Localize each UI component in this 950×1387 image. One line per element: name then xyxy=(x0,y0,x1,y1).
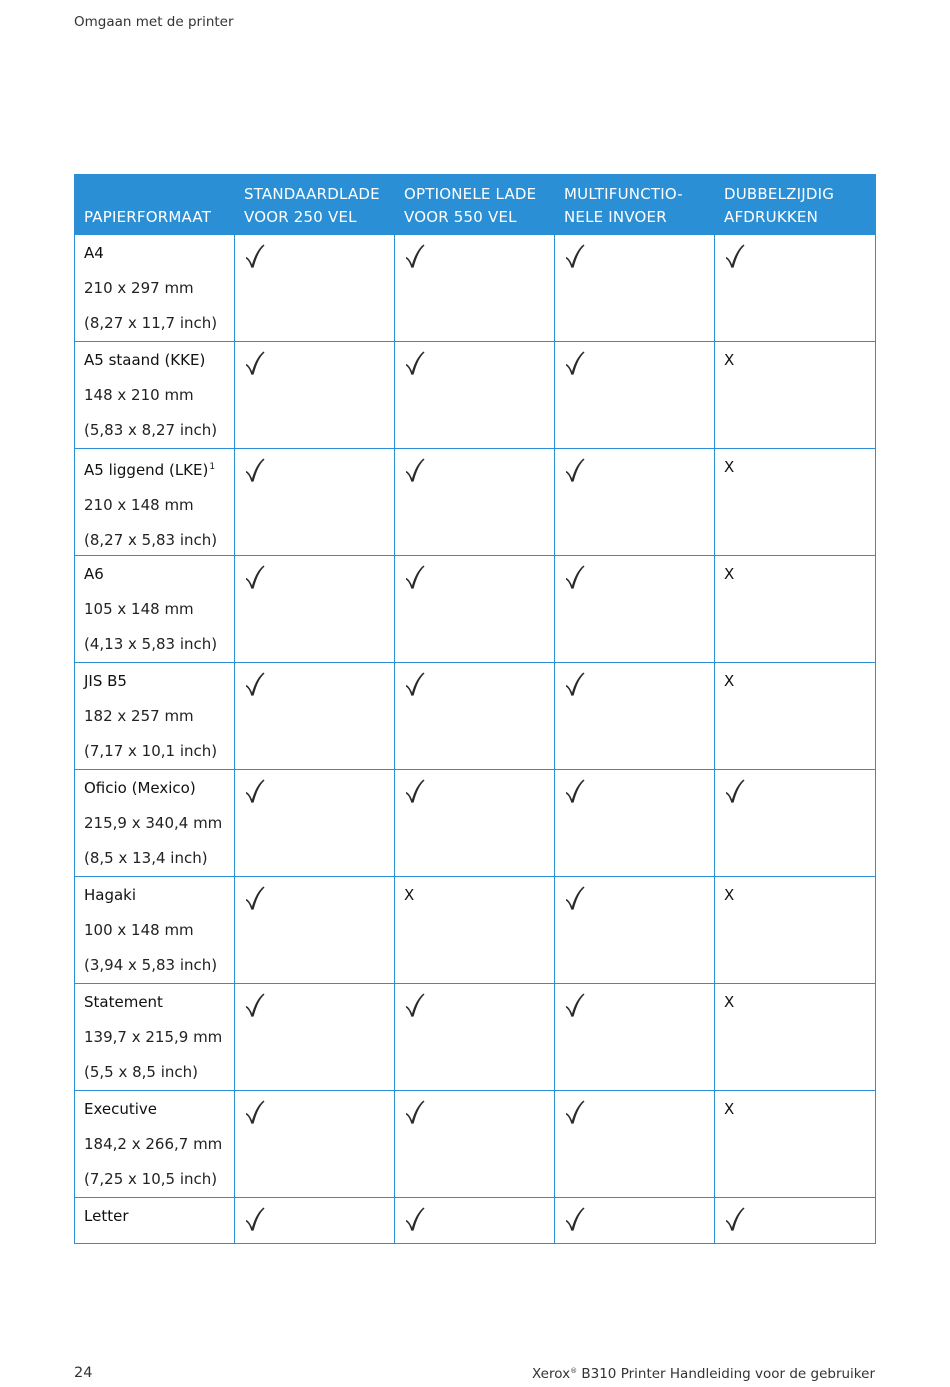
checkmark-icon xyxy=(404,992,545,1018)
paper-size-mm: 210 x 297 mm xyxy=(84,279,194,297)
not-supported-mark: X xyxy=(724,351,735,369)
support-cell-multipurpose-feeder xyxy=(555,984,715,1091)
table-row xyxy=(75,1091,876,1198)
support-cell-standard-tray xyxy=(235,1091,395,1198)
support-cell-optional-tray xyxy=(395,449,555,556)
checkmark-icon xyxy=(404,457,545,483)
page-number: 24 xyxy=(74,1365,93,1381)
checkmark-icon xyxy=(244,350,385,376)
support-cell-multipurpose-feeder xyxy=(555,449,715,556)
paper-size-cell xyxy=(75,984,235,1091)
paper-size-inch: (7,17 x 10,1 inch) xyxy=(84,742,218,760)
checkmark-icon xyxy=(244,778,385,804)
table-row xyxy=(75,449,876,556)
paper-size-inch: (7,25 x 10,5 inch) xyxy=(84,1170,218,1188)
paper-size-name: JIS B5 xyxy=(84,672,127,690)
checkmark-icon xyxy=(564,564,705,590)
support-cell-optional-tray xyxy=(395,1091,555,1198)
checkmark-icon xyxy=(404,1099,545,1125)
paper-size-mm: 210 x 148 mm xyxy=(84,496,194,514)
checkmark-icon xyxy=(244,243,385,269)
checkmark-icon xyxy=(244,1099,385,1125)
paper-size-inch: (5,83 x 8,27 inch) xyxy=(84,421,218,439)
checkmark-icon xyxy=(564,778,705,804)
paper-size-inch: (8,27 x 5,83 inch) xyxy=(84,531,218,549)
paper-size-name: Hagaki xyxy=(84,886,137,904)
table-body xyxy=(75,235,876,1244)
table-row xyxy=(75,342,876,449)
support-cell-standard-tray xyxy=(235,449,395,556)
paper-size-inch: (3,94 x 5,83 inch) xyxy=(84,956,218,974)
running-header: Omgaan met de printer xyxy=(74,14,234,30)
support-cell-duplex xyxy=(715,663,876,770)
support-cell-optional-tray xyxy=(395,235,555,342)
checkmark-icon xyxy=(244,564,385,590)
paper-size-mm: 105 x 148 mm xyxy=(84,600,194,618)
support-cell-standard-tray xyxy=(235,984,395,1091)
checkmark-icon xyxy=(404,564,545,590)
paper-size-name: A5 staand (KKE) xyxy=(84,351,206,369)
support-cell-duplex xyxy=(715,235,876,342)
paper-size-cell xyxy=(75,235,235,342)
checkmark-icon xyxy=(404,1206,545,1232)
paper-size-table xyxy=(74,174,876,1244)
paper-size-cell xyxy=(75,663,235,770)
paper-size-cell xyxy=(75,1091,235,1198)
support-cell-standard-tray xyxy=(235,556,395,663)
document-title: Xerox® B310 Printer Handleiding voor de gebruiker xyxy=(532,1366,875,1382)
not-supported-mark: X xyxy=(724,458,735,476)
paper-size-cell xyxy=(75,449,235,556)
checkmark-icon xyxy=(724,1206,866,1232)
support-cell-standard-tray xyxy=(235,235,395,342)
support-cell-duplex xyxy=(715,770,876,877)
support-cell-duplex xyxy=(715,1091,876,1198)
table-row xyxy=(75,877,876,984)
not-supported-mark: X xyxy=(724,886,735,904)
table-header-row xyxy=(75,175,876,235)
support-cell-optional-tray xyxy=(395,984,555,1091)
support-cell-multipurpose-feeder xyxy=(555,1091,715,1198)
paper-size-cell xyxy=(75,770,235,877)
paper-size-cell xyxy=(75,877,235,984)
paper-size-name: A5 liggend (LKE)$^1$ xyxy=(84,461,216,479)
support-cell-multipurpose-feeder xyxy=(555,342,715,449)
paper-size-cell xyxy=(75,1198,235,1244)
checkmark-icon xyxy=(564,885,705,911)
column-header-paper-size: PAPIERFORMAAT xyxy=(75,175,235,235)
paper-size-mm: 215,9 x 340,4 mm xyxy=(84,814,223,832)
table-row xyxy=(75,556,876,663)
not-supported-mark: X xyxy=(404,886,415,904)
paper-size-inch: (8,5 x 13,4 inch) xyxy=(84,849,208,867)
support-cell-standard-tray xyxy=(235,1198,395,1244)
checkmark-icon xyxy=(404,778,545,804)
support-cell-optional-tray xyxy=(395,770,555,877)
not-supported-mark: X xyxy=(724,1100,735,1118)
column-header-standard-tray: STANDAARDLADE VOOR 250 VEL xyxy=(235,175,395,235)
not-supported-mark: X xyxy=(724,993,735,1011)
support-cell-optional-tray xyxy=(395,877,555,984)
table-row xyxy=(75,235,876,342)
support-cell-standard-tray xyxy=(235,877,395,984)
footnote-marker: 1 xyxy=(209,462,216,472)
checkmark-icon xyxy=(244,457,385,483)
paper-size-name: Letter xyxy=(84,1207,129,1225)
paper-size-name: Executive xyxy=(84,1100,158,1118)
checkmark-icon xyxy=(564,1099,705,1125)
paper-size-mm: 184,2 x 266,7 mm xyxy=(84,1135,223,1153)
table-row xyxy=(75,1198,876,1244)
support-cell-multipurpose-feeder xyxy=(555,663,715,770)
checkmark-icon xyxy=(724,243,866,269)
support-cell-standard-tray xyxy=(235,663,395,770)
checkmark-icon xyxy=(564,350,705,376)
column-header-duplex: DUBBELZIJDIG AFDRUKKEN xyxy=(715,175,876,235)
not-supported-mark: X xyxy=(724,672,735,690)
checkmark-icon xyxy=(564,243,705,269)
table-row xyxy=(75,663,876,770)
checkmark-icon xyxy=(244,671,385,697)
support-cell-standard-tray xyxy=(235,342,395,449)
support-cell-optional-tray xyxy=(395,342,555,449)
support-cell-optional-tray xyxy=(395,556,555,663)
checkmark-icon xyxy=(404,671,545,697)
paper-size-cell xyxy=(75,556,235,663)
not-supported-mark: X xyxy=(724,565,735,583)
support-cell-multipurpose-feeder xyxy=(555,877,715,984)
support-cell-duplex xyxy=(715,877,876,984)
support-cell-duplex xyxy=(715,556,876,663)
support-cell-standard-tray xyxy=(235,770,395,877)
paper-size-mm: 148 x 210 mm xyxy=(84,386,194,404)
paper-size-name: Oficio (Mexico) xyxy=(84,779,196,797)
checkmark-icon xyxy=(404,243,545,269)
support-cell-duplex xyxy=(715,984,876,1091)
table-row xyxy=(75,984,876,1091)
checkmark-icon xyxy=(564,457,705,483)
table-row xyxy=(75,770,876,877)
support-cell-multipurpose-feeder xyxy=(555,556,715,663)
support-cell-optional-tray xyxy=(395,663,555,770)
paper-size-name: A6 xyxy=(84,565,104,583)
support-cell-multipurpose-feeder xyxy=(555,235,715,342)
column-header-optional-tray: OPTIONELE LADE VOOR 550 VEL xyxy=(395,175,555,235)
paper-size-inch: (8,27 x 11,7 inch) xyxy=(84,314,218,332)
checkmark-icon xyxy=(244,885,385,911)
support-cell-multipurpose-feeder xyxy=(555,770,715,877)
support-cell-multipurpose-feeder xyxy=(555,1198,715,1244)
column-header-multipurpose-feeder: MULTIFUNCTIO- NELE INVOER xyxy=(555,175,715,235)
checkmark-icon xyxy=(244,992,385,1018)
checkmark-icon xyxy=(724,778,866,804)
checkmark-icon xyxy=(244,1206,385,1232)
support-cell-optional-tray xyxy=(395,1198,555,1244)
paper-size-mm: 100 x 148 mm xyxy=(84,921,194,939)
support-cell-duplex xyxy=(715,342,876,449)
paper-size-cell xyxy=(75,342,235,449)
support-cell-duplex xyxy=(715,1198,876,1244)
support-cell-duplex xyxy=(715,449,876,556)
paper-size-mm: 182 x 257 mm xyxy=(84,707,194,725)
checkmark-icon xyxy=(564,1206,705,1232)
paper-size-inch: (4,13 x 5,83 inch) xyxy=(84,635,218,653)
checkmark-icon xyxy=(404,350,545,376)
paper-size-mm: 139,7 x 215,9 mm xyxy=(84,1028,223,1046)
paper-size-inch: (5,5 x 8,5 inch) xyxy=(84,1063,199,1081)
paper-size-name: Statement xyxy=(84,993,163,1011)
paper-size-name: A4 xyxy=(84,244,104,262)
checkmark-icon xyxy=(564,671,705,697)
checkmark-icon xyxy=(564,992,705,1018)
